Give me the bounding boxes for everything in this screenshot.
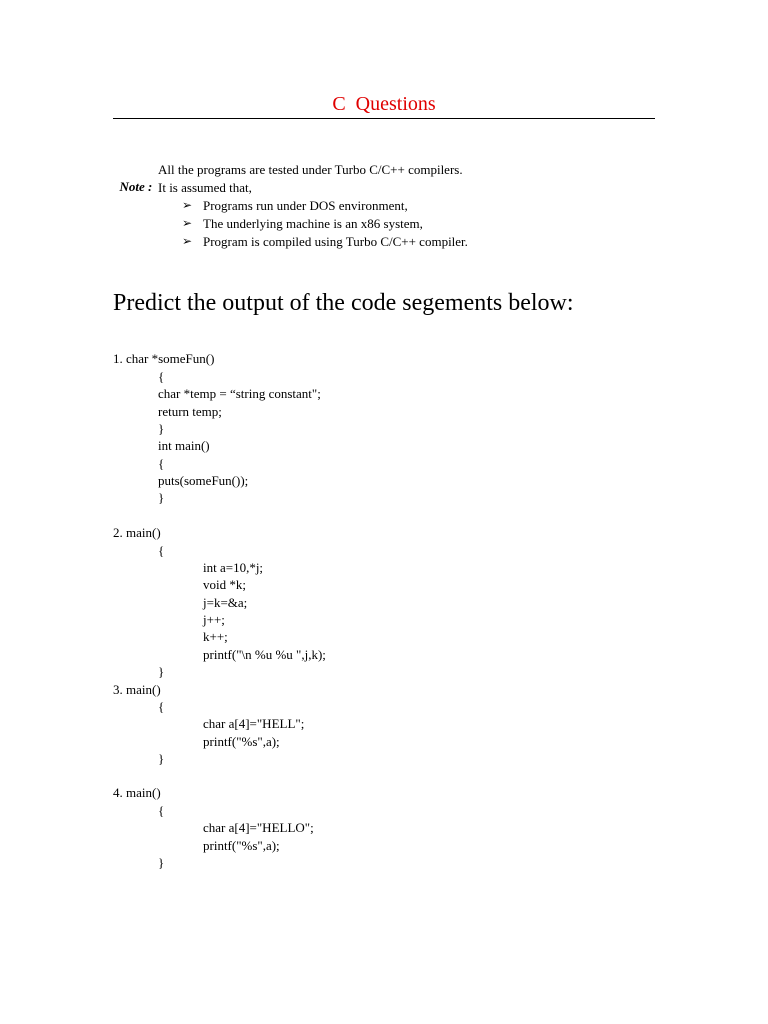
code-line: } xyxy=(158,664,165,679)
code-line: void *k; xyxy=(203,577,246,592)
code-line: printf("\n %u %u ",j,k); xyxy=(203,647,326,662)
section-heading: Predict the output of the code segements below: xyxy=(113,290,574,316)
note-text-2: It is assumed that, xyxy=(158,180,252,195)
code-line: { xyxy=(158,369,165,384)
code-line: char a[4]="HELL"; xyxy=(203,716,305,731)
code-line: } xyxy=(158,855,165,870)
code-line: } xyxy=(158,421,165,436)
code-line: j=k=&a; xyxy=(203,595,248,610)
bullet-item-1: Programs run under DOS environment, xyxy=(203,198,408,213)
code-line: } xyxy=(158,490,165,505)
code-line: k++; xyxy=(203,629,228,644)
code-line: { xyxy=(158,543,165,558)
code-line: int a=10,*j; xyxy=(203,560,264,575)
code-line: j++; xyxy=(203,612,225,627)
code-line: { xyxy=(158,456,165,471)
arrow-bullet-icon: ➢ xyxy=(182,198,193,212)
code-line: char a[4]="HELLO"; xyxy=(203,820,314,835)
code-line: printf("%s",a); xyxy=(203,734,280,749)
code-line: } xyxy=(158,751,165,766)
arrow-bullet-icon: ➢ xyxy=(182,234,193,248)
code-line: 1. char *someFun() xyxy=(113,351,215,366)
code-line: return temp; xyxy=(158,404,222,419)
code-line: char *temp = “string constant"; xyxy=(158,386,321,401)
note-label: Note : xyxy=(119,179,153,195)
bullet-item-2: The underlying machine is an x86 system, xyxy=(203,216,423,231)
code-line: 3. main() xyxy=(113,682,161,697)
note-text-1: All the programs are tested under Turbo C/C++ compilers. xyxy=(158,162,463,177)
code-line: 2. main() xyxy=(113,525,161,540)
code-line: puts(someFun()); xyxy=(158,473,249,488)
title-rule xyxy=(113,118,655,119)
code-line: { xyxy=(158,699,165,714)
arrow-bullet-icon: ➢ xyxy=(182,216,193,230)
document-title: C Questions xyxy=(332,93,436,115)
note-line-1 xyxy=(113,161,152,196)
code-line: 4. main() xyxy=(113,785,161,800)
code-line: { xyxy=(158,803,165,818)
code-line: printf("%s",a); xyxy=(203,838,280,853)
bullet-item-3: Program is compiled using Turbo C/C++ compiler. xyxy=(203,234,468,249)
code-line: int main() xyxy=(158,438,210,453)
